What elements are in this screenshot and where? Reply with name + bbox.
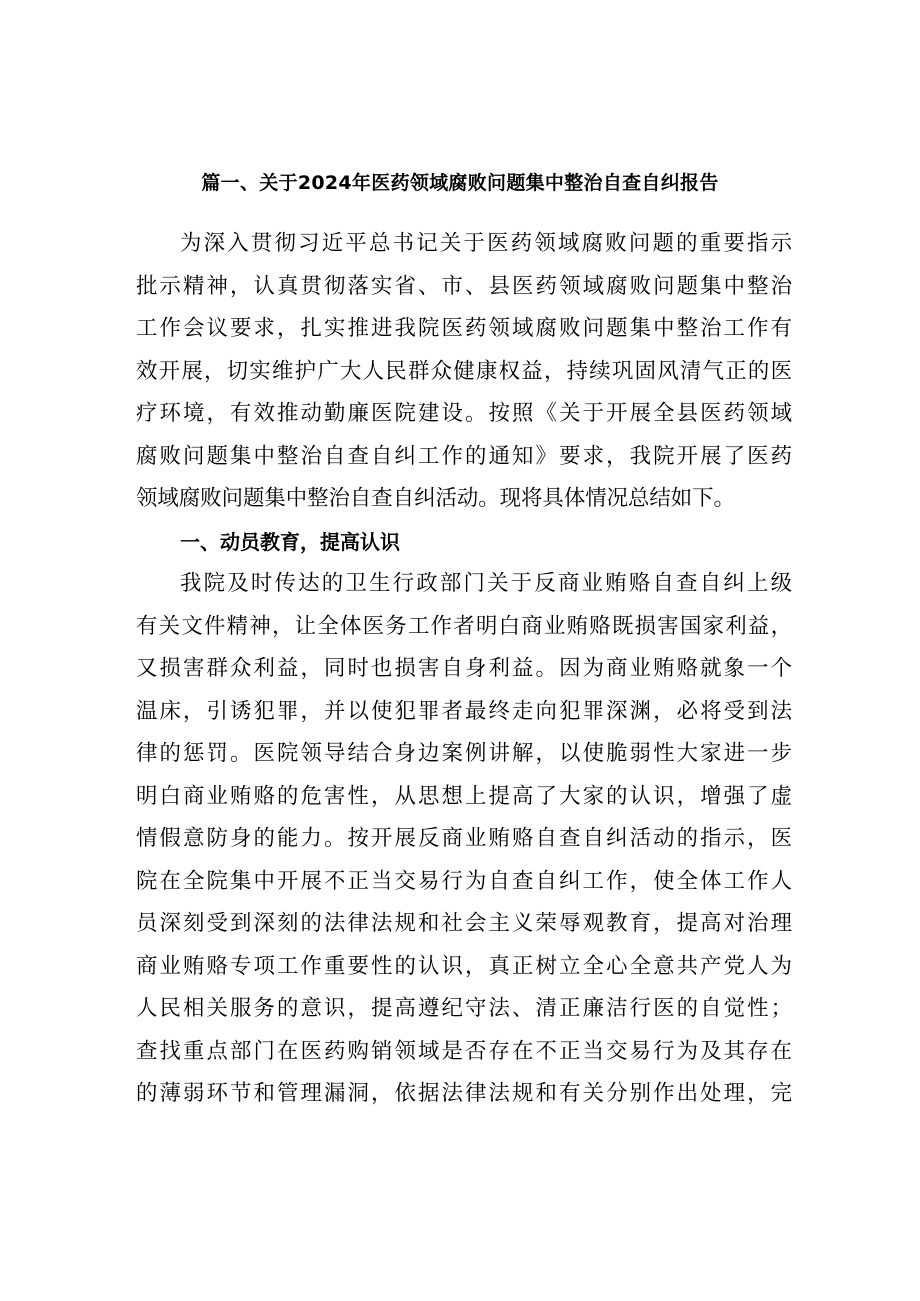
paragraph-line: 又损害群众利益，同时也损害自身利益。因为商业贿赂就象一个 [136, 656, 792, 681]
paragraph-line: 院在全院集中开展不正当交易行为自查自纠工作，使全体工作人 [136, 869, 792, 894]
paragraph-line: 有关文件精神，让全体医务工作者明白商业贿赂既损害国家利益， [136, 614, 792, 639]
paragraph-line: 我院及时传达的卫生行政部门关于反商业贿赂自查自纠上级 [180, 571, 792, 596]
paragraph-line: 查找重点部门在医药购销领域是否存在不正当交易行为及其存在 [136, 1039, 792, 1064]
paragraph-line: 情假意防身的能力。按开展反商业贿赂自查自纠活动的指示，医 [136, 826, 792, 851]
paragraph-line: 为深入贯彻习近平总书记关于医药领域腐败问题的重要指示 [180, 231, 792, 256]
paragraph-line: 商业贿赂专项工作重要性的认识，真正树立全心全意共产党人为 [136, 954, 792, 979]
paragraph-line: 温床，引诱犯罪，并以使犯罪者最终走向犯罪深渊，必将受到法 [136, 699, 792, 724]
paragraph-line: 工作会议要求，扎实推进我院医药领域腐败问题集中整治工作有 [136, 316, 792, 341]
paragraph-line: 的薄弱环节和管理漏洞，依据法律法规和有关分别作出处理，完 [136, 1081, 792, 1106]
paragraph-line: 人民相关服务的意识，提高遵纪守法、清正廉洁行医的自觉性； [136, 996, 792, 1021]
paragraph-line: 律的惩罚。医院领导结合身边案例讲解，以使脆弱性大家进一步 [136, 741, 792, 766]
section-heading: 一、动员教育，提高认识 [180, 530, 400, 554]
document-title: 篇一、关于2024年医药领域腐败问题集中整治自查自纠报告 [201, 172, 719, 194]
paragraph-line: 员深刻受到深刻的法律法规和社会主义荣辱观教育，提高对治理 [136, 911, 792, 936]
paragraph-line: 效开展，切实维护广大人民群众健康权益，持续巩固风清气正的医 [136, 359, 792, 384]
paragraph-line: 腐败问题集中整治自查自纠工作的通知》要求，我院开展了医药 [136, 444, 792, 469]
paragraph-line: 批示精神，认真贯彻落实省、市、县医药领域腐败问题集中整治 [136, 274, 792, 299]
paragraph-line: 领域腐败问题集中整治自查自纠活动。现将具体情况总结如下。 [136, 486, 735, 511]
paragraph-line: 明白商业贿赂的危害性，从思想上提高了大家的认识，增强了虚 [136, 784, 792, 809]
paragraph-line: 疗环境，有效推动勤廉医院建设。按照《关于开展全县医药领域 [136, 401, 792, 426]
